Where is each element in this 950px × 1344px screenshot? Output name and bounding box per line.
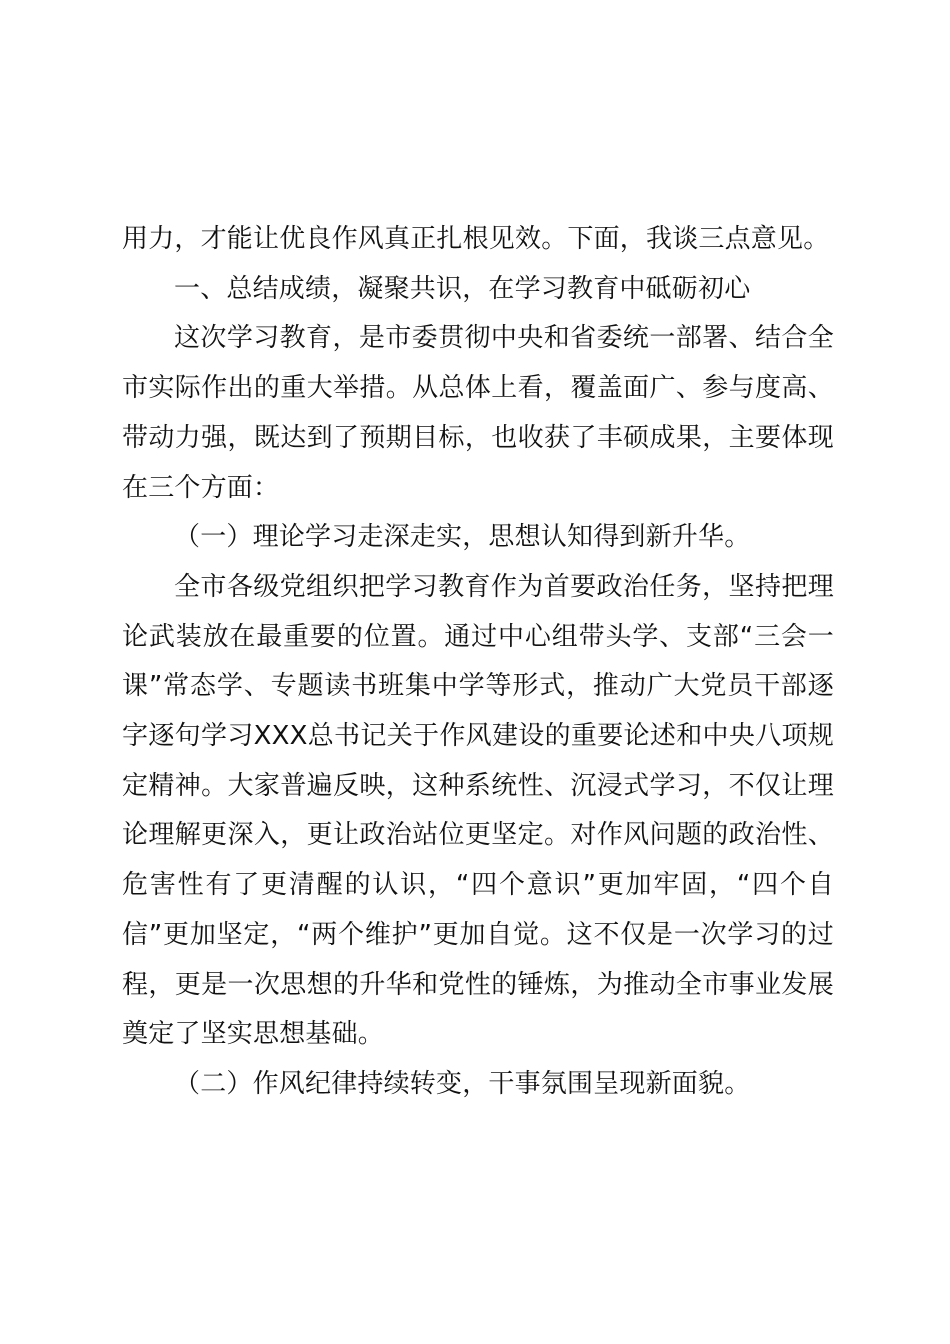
paragraph-overview: 这次学习教育，是市委贯彻中央和省委统一部署、结合全市实际作出的重大举措。从总体上看，覆盖面广、参与度高、带动力强，既达到了预期目标，也收获了丰硕成果，主要体现在三个方面： xyxy=(122,323,834,503)
subheading-theory-study: （一）理论学习走深走实，思想认知得到新升华。 xyxy=(174,522,751,553)
paragraph-theory-study: 全市各级党组织把学习教育作为首要政治任务，坚持把理论武装放在最重要的位置。通过中心组带头学、支部“三会一课”常态学、专题读书班集中学等形式，推动广大党员干部逐字逐句学习XXX总书记关于作风建设的重要论述和中央八项规定精神。大家普遍反映，这种系统性、沉浸式学习，不仅让理论理解更深入，更让政治站位更坚定。对作风问题的政治性、危害性有了更清醒的认识，“四个意识”更加牢固，“四个自信”更加坚定，“两个维护”更加自觉。这不仅是一次学习的过程，更是一次思想的升华和党性的锤炼，为推动全市事业发展奠定了坚实思想基础。 xyxy=(122,571,834,1050)
paragraph-closing-intro: 用力，才能让优良作风真正扎根见效。下面，我谈三点意见。 xyxy=(122,224,830,254)
document-body xyxy=(122,215,834,1110)
section-heading-one: 一、总结成绩，凝聚共识，在学习教育中砥砺初心 xyxy=(174,273,751,304)
subheading-work-style: （二）作风纪律持续转变，干事氛围呈现新面貌。 xyxy=(174,1068,751,1099)
